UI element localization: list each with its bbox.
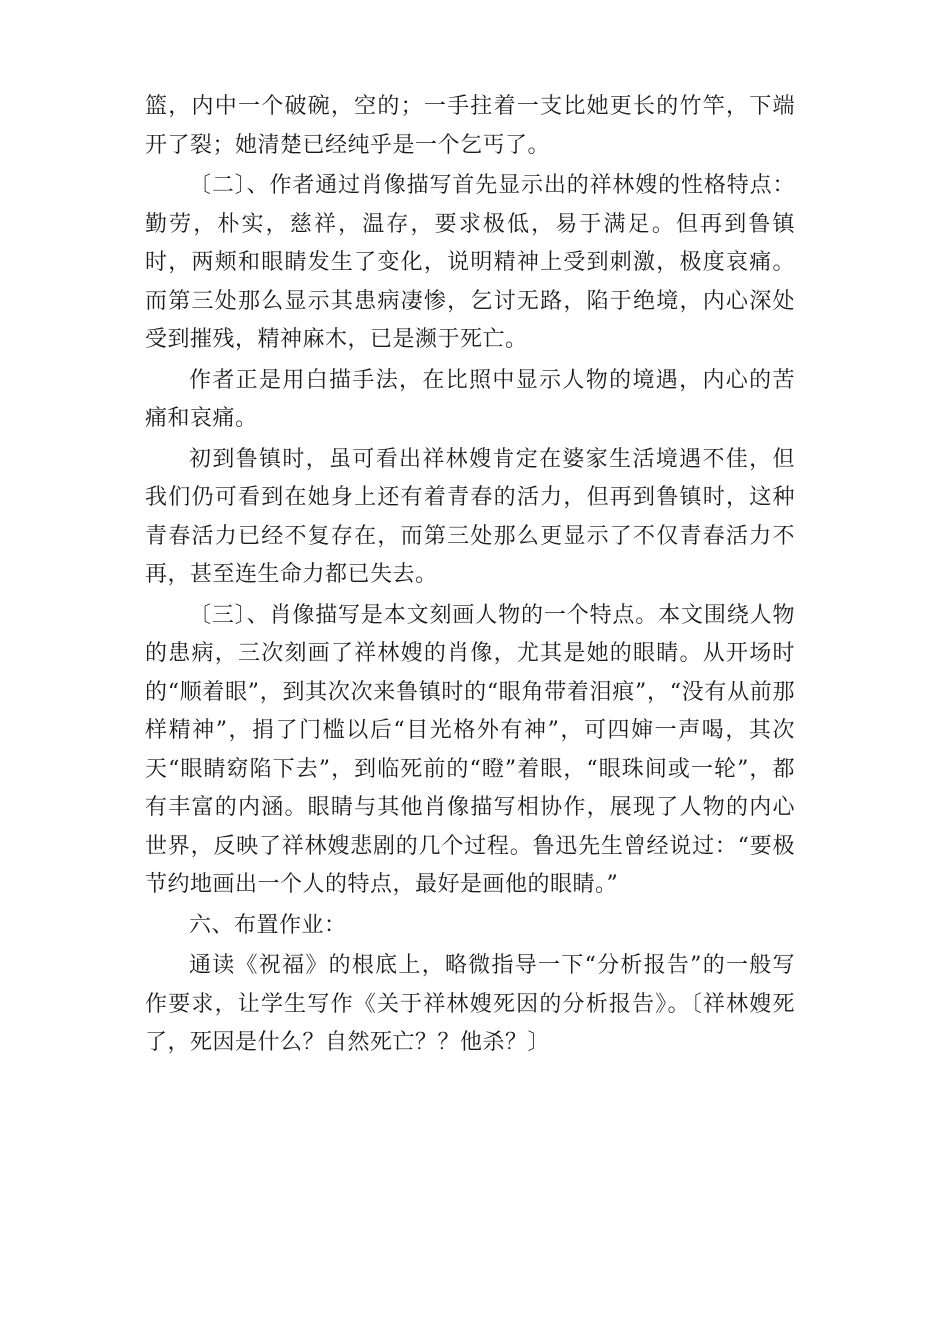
paragraph-section-two: 〔二〕、作者通过肖像描写首先显示出的祥林嫂的性格特点：勤劳，朴实，慈祥，温存，要求极低，易于满足。但再到鲁镇时，两颊和眼睛发生了变化，说明精神上受到刺激，极度哀痛。而第三处那么显示其患病凄惨，乞讨无路，陷于绝境，内心深处受到摧残，精神麻木，已是濒于死亡。: [145, 173, 795, 352]
paragraph-continued: 篮，内中一个破碗，空的；一手拄着一支比她更长的竹竿，下端开了裂；她清楚已经纯乎是一个乞丐了。: [145, 94, 795, 158]
paragraph-homework-detail: 通读《祝福》的根底上，略微指导一下“分析报告”的一般写作要求，让学生写作《关于祥林嫂死因的分析报告》。〔祥林嫂死了，死因是什么？自然死亡？？他杀？〕: [145, 953, 795, 1055]
paragraph-section-three: 〔三〕、肖像描写是本文刻画人物的一个特点。本文围绕人物的患病，三次刻画了祥林嫂的肖像，尤其是她的眼睛。从开场时的“顺着眼”，到其次次来鲁镇时的“眼角带着泪痕”，“没有从前那样精神”，捐了门槛以后“目光格外有神”，可四婶一声喝，其次天“眼睛窈陷下去”，到临死前的“瞪”着眼，“眼珠间或一轮”，都有丰富的内涵。眼睛与其他肖像描写相协作，展现了人物的内心世界，反映了祥林嫂悲剧的几个过程。鲁迅先生曾经说过：“要极节约地画出一个人的特点，最好是画他的眼睛。”: [145, 602, 795, 897]
paragraph-first-arrival: 初到鲁镇时，虽可看出祥林嫂肯定在婆家生活境遇不佳，但我们仍可看到在她身上还有着青春的活力，但再到鲁镇时，这种青春活力已经不复存在，而第三处那么更显示了不仅青春活力不再，甚至连生命力都已失去。: [145, 446, 795, 587]
paragraph-homework-heading: 六、布置作业：: [189, 912, 347, 938]
paragraph-white-sketch: 作者正是用白描手法，在比照中显示人物的境遇，内心的苦痛和哀痛。: [145, 367, 795, 431]
document-page: [145, 88, 795, 1063]
